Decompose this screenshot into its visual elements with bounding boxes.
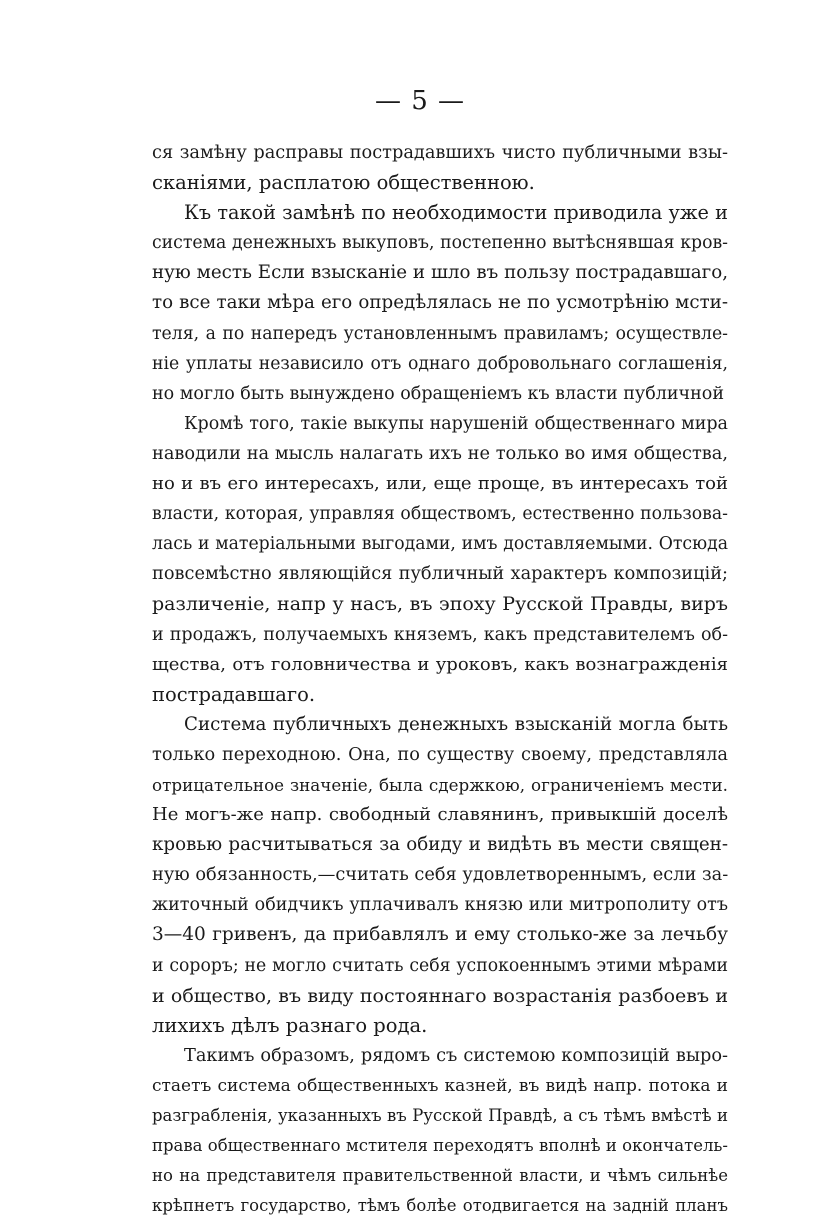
- text-line: ную обязанность,—считать себя удовлетвореннымъ, если за-: [152, 865, 729, 886]
- text-line: кровью расчитываться за обиду и видѣть въ мести священ-: [152, 834, 728, 856]
- text-line: сканіями, расплатою общественною.: [152, 171, 535, 195]
- text-line: повсемѣстно являющійся публичный характеръ композицій;: [152, 564, 728, 585]
- text-line: система денежныхъ выкуповъ, постепенно вытѣснявшая кров-: [152, 233, 728, 254]
- text-line: Не могъ-же напр. свободный славянинъ, привыкшій доселѣ: [152, 804, 728, 826]
- text-line: и продажъ, получаемыхъ княземъ, какъ представителемъ об-: [152, 624, 728, 645]
- page-number: — 5 —: [374, 86, 466, 116]
- text-line: но могло быть вынуждено обращеніемъ къ власти публичной: [152, 383, 724, 404]
- text-line: но и въ его интересахъ, или, еще проще, въ интересахъ той: [152, 473, 728, 495]
- body-text: [152, 138, 728, 1221]
- text-line: ніе уплаты независило отъ однаго добровольнаго соглашенія,: [152, 353, 728, 374]
- text-line: Кромѣ того, такіе выкупы нарушеній общественнаго мира: [184, 413, 728, 434]
- text-line: Къ такой замѣнѣ по необходимости приводила уже и: [184, 201, 728, 225]
- text-line: крѣпнетъ государство, тѣмъ болѣе отодвигается на задній планъ: [152, 1196, 728, 1216]
- text-line: лихихъ дѣлъ разнаго рода.: [152, 1013, 428, 1037]
- text-line: права общественнаго мстителя переходятъ вполнѣ и окончатель-: [152, 1136, 728, 1156]
- text-line: лась и матеріальными выгодами, имъ доставляемыми. Отсюда: [152, 534, 728, 555]
- text-line: щества, отъ головничества и уроковъ, какъ вознагражденія: [152, 653, 728, 675]
- text-line: только переходною. Она, по существу своему, представляла: [152, 744, 728, 765]
- text-line: Такимъ образомъ, рядомъ съ системою композицій выро-: [184, 1045, 728, 1066]
- text-line: ся замѣну расправы пострадавшихъ чисто публичными взы-: [152, 143, 728, 163]
- text-line: разграбленія, указанныхъ въ Русской Правдѣ, а съ тѣмъ вмѣстѣ и: [152, 1106, 728, 1125]
- text-line: ную месть Если взысканіе и шло въ пользу пострадавшаго,: [152, 262, 728, 284]
- text-line: Система публичныхъ денежныхъ взысканій могла быть: [184, 713, 728, 735]
- text-line: 3—40 гривенъ, да прибавлялъ и ему столько-же за лечьбу: [152, 924, 728, 946]
- text-line: то все таки мѣра его опредѣлялась не по усмотрѣнію мсти-: [152, 292, 728, 314]
- text-line: теля, а по напередъ установленнымъ правиламъ; осуществле-: [152, 323, 728, 344]
- text-line: и общество, въ виду постояннаго возрастанія разбоевъ и: [152, 984, 728, 1007]
- text-line: пострадавшаго.: [152, 682, 316, 706]
- text-line: стаетъ система общественныхъ казней, въ видѣ напр. потока и: [152, 1075, 728, 1096]
- text-line: власти, которая, управляя обществомъ, естественно пользова-: [152, 504, 728, 525]
- text-line: житочный обидчикъ уплачивалъ князю или митрополиту отъ: [152, 895, 728, 916]
- text-line: наводили на мысль налагать ихъ не только во имя общества,: [152, 443, 728, 464]
- text-line: и сороръ; не могло считать себя успокоеннымъ этими мѣрами: [152, 955, 728, 976]
- text-line: различеніе, напр у насъ, въ эпоху Русской Правды, виръ: [152, 593, 728, 616]
- text-line: но на представителя правительственной власти, и чѣмъ сильнѣе: [152, 1166, 728, 1186]
- text-line: отрицательное значеніе, была сдержкою, ограниченіемъ мести.: [152, 774, 728, 795]
